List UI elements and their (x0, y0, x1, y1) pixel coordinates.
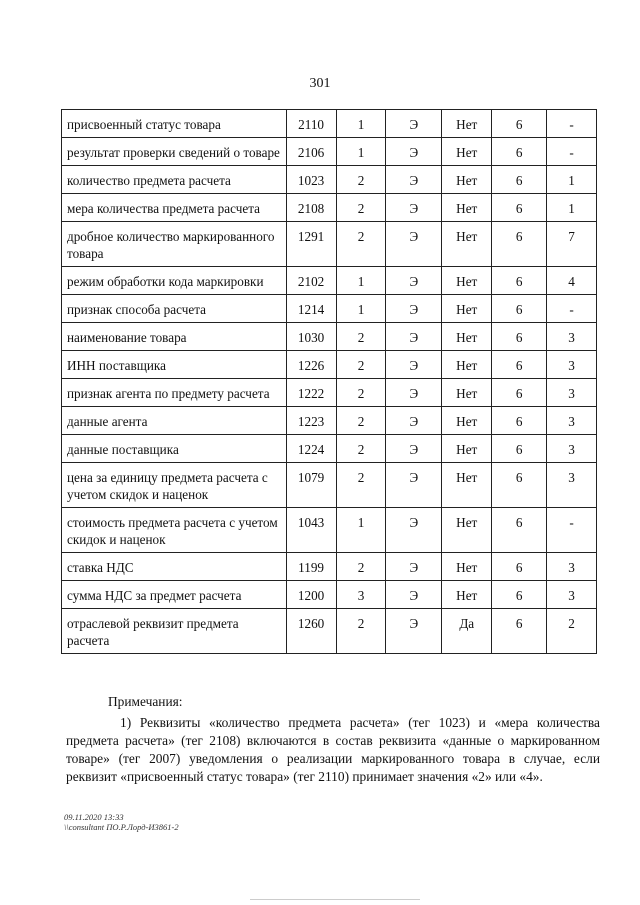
required-cell: Нет (442, 323, 492, 351)
requisite-count-cell: 2 (336, 351, 386, 379)
form-cell: Э (386, 323, 442, 351)
value-cell: 3 (547, 379, 597, 407)
format-cell: 6 (492, 166, 547, 194)
format-cell: 6 (492, 609, 547, 654)
bottom-rule (250, 899, 420, 900)
requisite-name-cell: присвоенный статус товара (62, 110, 287, 138)
table-row (62, 110, 597, 138)
requisite-name-cell: дробное количество маркированного товара (62, 222, 287, 267)
requisite-count-cell: 1 (336, 267, 386, 295)
table-row (62, 323, 597, 351)
requisite-name-cell: мера количества предмета расчета (62, 194, 287, 222)
table-row (62, 166, 597, 194)
form-cell: Э (386, 295, 442, 323)
requisites-table (61, 109, 597, 654)
required-cell: Нет (442, 138, 492, 166)
requisite-name-cell: результат проверки сведений о товаре (62, 138, 287, 166)
format-cell: 6 (492, 553, 547, 581)
format-cell: 6 (492, 323, 547, 351)
requisite-name-cell: ИНН поставщика (62, 351, 287, 379)
required-cell: Нет (442, 110, 492, 138)
format-cell: 6 (492, 110, 547, 138)
format-cell: 6 (492, 463, 547, 508)
requisite-name-cell: наименование товара (62, 323, 287, 351)
tag-number-cell: 1200 (286, 581, 336, 609)
table-row (62, 351, 597, 379)
requisite-count-cell: 2 (336, 553, 386, 581)
requisite-count-cell: 2 (336, 609, 386, 654)
value-cell: 3 (547, 351, 597, 379)
form-cell: Э (386, 609, 442, 654)
table-row (62, 194, 597, 222)
requisite-name-cell: цена за единицу предмета расчета с учетом скидок и наценок (62, 463, 287, 508)
form-cell: Э (386, 508, 442, 553)
required-cell: Нет (442, 222, 492, 267)
table-row (62, 508, 597, 553)
requisite-count-cell: 3 (336, 581, 386, 609)
tag-number-cell: 1226 (286, 351, 336, 379)
tag-number-cell: 1223 (286, 407, 336, 435)
form-cell: Э (386, 351, 442, 379)
requisite-name-cell: отраслевой реквизит предмета расчета (62, 609, 287, 654)
requisite-count-cell: 1 (336, 508, 386, 553)
format-cell: 6 (492, 295, 547, 323)
required-cell: Нет (442, 435, 492, 463)
required-cell: Нет (442, 581, 492, 609)
requisite-name-cell: сумма НДС за предмет расчета (62, 581, 287, 609)
required-cell: Нет (442, 508, 492, 553)
format-cell: 6 (492, 194, 547, 222)
value-cell: 1 (547, 194, 597, 222)
requisite-name-cell: признак способа расчета (62, 295, 287, 323)
requisite-count-cell: 2 (336, 435, 386, 463)
notes-text: 1) Реквизиты «количество предмета расчета» (тег 1023) и «мера количества предмета расчета» (тег 2108) включаются в состав реквизита «данные о маркированном товаре» (тег 2007) уведомления о реализации маркированного товара в случае, если реквизит «присвоенный статус товара» (тег 2110) принимает значения «2» или «4». (66, 715, 600, 784)
value-cell: - (547, 110, 597, 138)
table-row (62, 295, 597, 323)
form-cell: Э (386, 581, 442, 609)
required-cell: Нет (442, 295, 492, 323)
table-row (62, 553, 597, 581)
requisite-count-cell: 1 (336, 110, 386, 138)
value-cell: - (547, 295, 597, 323)
required-cell: Нет (442, 194, 492, 222)
value-cell: - (547, 138, 597, 166)
value-cell: 1 (547, 166, 597, 194)
tag-number-cell: 1023 (286, 166, 336, 194)
requisite-count-cell: 1 (336, 138, 386, 166)
form-cell: Э (386, 222, 442, 267)
requisite-name-cell: данные поставщика (62, 435, 287, 463)
stamp-path: \\consultant ПО.Р.Лорд-И3861-2 (64, 822, 179, 832)
format-cell: 6 (492, 379, 547, 407)
required-cell: Нет (442, 379, 492, 407)
format-cell: 6 (492, 351, 547, 379)
form-cell: Э (386, 463, 442, 508)
format-cell: 6 (492, 222, 547, 267)
form-cell: Э (386, 194, 442, 222)
tag-number-cell: 1030 (286, 323, 336, 351)
tag-number-cell: 1043 (286, 508, 336, 553)
requisite-count-cell: 2 (336, 194, 386, 222)
form-cell: Э (386, 110, 442, 138)
form-cell: Э (386, 267, 442, 295)
table-row (62, 222, 597, 267)
value-cell: 3 (547, 581, 597, 609)
table-row (62, 463, 597, 508)
value-cell: 3 (547, 435, 597, 463)
required-cell: Нет (442, 407, 492, 435)
requisite-count-cell: 2 (336, 463, 386, 508)
value-cell: - (547, 508, 597, 553)
value-cell: 2 (547, 609, 597, 654)
required-cell: Нет (442, 463, 492, 508)
tag-number-cell: 1199 (286, 553, 336, 581)
requisite-count-cell: 1 (336, 295, 386, 323)
tag-number-cell: 1260 (286, 609, 336, 654)
form-cell: Э (386, 435, 442, 463)
requisite-name-cell: количество предмета расчета (62, 166, 287, 194)
table-row (62, 267, 597, 295)
requisite-name-cell: ставка НДС (62, 553, 287, 581)
table-row (62, 581, 597, 609)
form-cell: Э (386, 138, 442, 166)
document-stamp (64, 812, 179, 832)
form-cell: Э (386, 553, 442, 581)
table-row (62, 407, 597, 435)
requisite-count-cell: 2 (336, 222, 386, 267)
format-cell: 6 (492, 267, 547, 295)
requisite-name-cell: признак агента по предмету расчета (62, 379, 287, 407)
requisite-count-cell: 2 (336, 166, 386, 194)
value-cell: 4 (547, 267, 597, 295)
requisite-count-cell: 2 (336, 407, 386, 435)
requisite-name-cell: стоимость предмета расчета с учетом скидок и наценок (62, 508, 287, 553)
form-cell: Э (386, 166, 442, 194)
value-cell: 3 (547, 323, 597, 351)
requisite-count-cell: 2 (336, 323, 386, 351)
form-cell: Э (386, 379, 442, 407)
table-row (62, 435, 597, 463)
requisite-name-cell: данные агента (62, 407, 287, 435)
notes-title: Примечания: (108, 694, 183, 709)
tag-number-cell: 2106 (286, 138, 336, 166)
required-cell: Нет (442, 166, 492, 194)
format-cell: 6 (492, 581, 547, 609)
table-row (62, 138, 597, 166)
page-number: 301 (309, 76, 331, 91)
format-cell: 6 (492, 407, 547, 435)
required-cell: Да (442, 609, 492, 654)
tag-number-cell: 2110 (286, 110, 336, 138)
tag-number-cell: 1222 (286, 379, 336, 407)
table-row (62, 379, 597, 407)
value-cell: 3 (547, 407, 597, 435)
required-cell: Нет (442, 267, 492, 295)
notes-section (66, 693, 600, 786)
required-cell: Нет (442, 553, 492, 581)
tag-number-cell: 2102 (286, 267, 336, 295)
tag-number-cell: 1224 (286, 435, 336, 463)
format-cell: 6 (492, 508, 547, 553)
required-cell: Нет (442, 351, 492, 379)
tag-number-cell: 1079 (286, 463, 336, 508)
form-cell: Э (386, 407, 442, 435)
value-cell: 3 (547, 463, 597, 508)
value-cell: 7 (547, 222, 597, 267)
format-cell: 6 (492, 435, 547, 463)
stamp-date: 09.11.2020 13:33 (64, 812, 124, 822)
tag-number-cell: 2108 (286, 194, 336, 222)
format-cell: 6 (492, 138, 547, 166)
tag-number-cell: 1291 (286, 222, 336, 267)
requisites-table-body (62, 110, 597, 654)
requisite-name-cell: режим обработки кода маркировки (62, 267, 287, 295)
requisite-count-cell: 2 (336, 379, 386, 407)
table-row (62, 609, 597, 654)
tag-number-cell: 1214 (286, 295, 336, 323)
value-cell: 3 (547, 553, 597, 581)
